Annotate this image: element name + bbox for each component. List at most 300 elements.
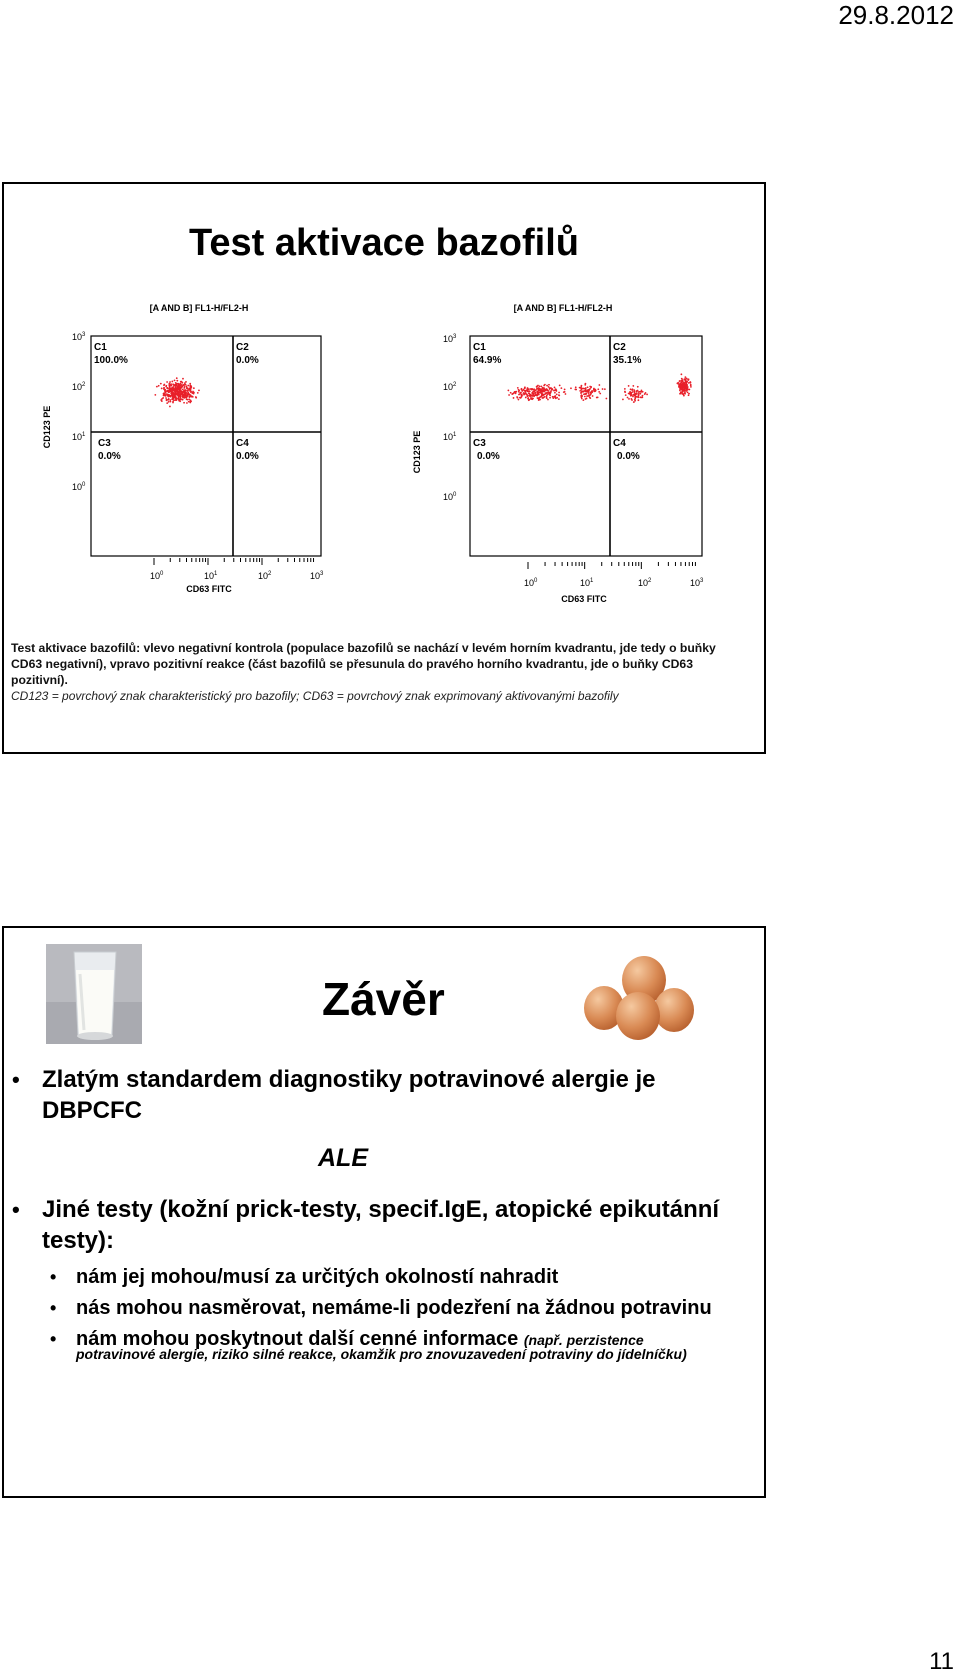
cell-dot [171, 381, 173, 383]
cell-dot [538, 399, 540, 401]
cell-dot [169, 401, 171, 403]
caption-line: Test aktivace bazofilů: vlevo negativní kontrola (populace bazofilů se nachází v levém horním kvadrantu, jde tedy o buňky [11, 641, 716, 655]
cell-dot [685, 378, 687, 380]
cell-dot [628, 385, 630, 387]
cell-dot [549, 397, 551, 399]
x-tick-labels [150, 571, 324, 581]
cell-dot [186, 396, 188, 398]
cell-dot [516, 396, 518, 398]
cell-dot [161, 388, 163, 390]
cell-dot [537, 385, 539, 387]
cell-dot [543, 397, 545, 399]
sub-bullet-text: nám jej mohou/musí za určitých okolností nahradit [76, 1266, 559, 1288]
cell-dot [523, 392, 525, 394]
page-number: 11 [929, 1648, 954, 1675]
sub-bullet-text: nás mohou nasměrovat, nemáme-li podezření na žádnou potravinu [76, 1297, 712, 1319]
cell-dot [181, 382, 183, 384]
cell-dot [512, 393, 514, 395]
figure-caption-abbreviations: CD123 = povrchový znak charakteristický pro bazofily; CD63 = povrchový znak exprimovaný aktivovanými bazofily [11, 689, 619, 703]
cell-dot [556, 397, 558, 399]
cell-dot [187, 391, 189, 393]
cell-dot [527, 395, 529, 397]
cell-dot [165, 386, 167, 388]
cell-dot [519, 393, 521, 395]
x-tick-2: $10^2$ [258, 571, 272, 581]
cell-dot [688, 382, 690, 384]
cell-dot [189, 402, 191, 404]
cell-dot [186, 402, 188, 404]
cell-dot [184, 397, 186, 399]
cell-dot [558, 392, 560, 394]
cell-dot [161, 400, 163, 402]
cell-dot [167, 394, 169, 396]
cell-dot [548, 390, 550, 392]
cell-dot [507, 390, 509, 392]
cell-dot [575, 386, 577, 388]
cell-dot [540, 385, 542, 387]
cell-dot [183, 387, 185, 389]
cell-dot [169, 399, 171, 401]
y-tick-labels [72, 332, 86, 492]
cell-dot [179, 391, 181, 393]
cell-dot [186, 398, 188, 400]
cell-dot [593, 389, 595, 391]
cell-dot [532, 393, 534, 395]
cell-dot [581, 398, 583, 400]
cell-dot [538, 393, 540, 395]
cell-dot [549, 394, 551, 396]
cell-dot [634, 393, 636, 395]
cell-dot [604, 388, 606, 390]
cell-dot [527, 398, 529, 400]
cell-dot [629, 392, 631, 394]
cell-dot [605, 398, 607, 400]
cell-dot [189, 396, 191, 398]
cell-dot [564, 389, 566, 391]
cell-dot [182, 399, 184, 401]
cell-dot [554, 395, 556, 397]
cell-dot [678, 386, 680, 388]
cell-dot [521, 395, 523, 397]
quadrant-c3-label: C3 [98, 438, 111, 449]
x-axis-minor-ticks [154, 558, 314, 565]
cell-dot [684, 392, 686, 394]
cell-dot [683, 386, 685, 388]
cell-dot [642, 391, 644, 393]
cell-dot [193, 387, 195, 389]
cell-dot [632, 385, 634, 387]
cell-dot [687, 386, 689, 388]
cell-dot [533, 395, 535, 397]
cell-dot [542, 387, 544, 389]
y-axis-label: CD123 PE [412, 430, 422, 474]
bullet-text: Jiné testy (kožní prick-testy, specif.IgE, atopické epikutánní [42, 1196, 720, 1223]
cell-dot [173, 390, 175, 392]
document-date: 29.8.2012 [838, 0, 954, 30]
cell-dot [174, 380, 176, 382]
cell-dot [176, 377, 178, 379]
plot-frame [470, 336, 702, 556]
plot-heading: [A AND B] FL1-H/FL2-H [149, 304, 249, 313]
cell-dot [539, 389, 541, 391]
cell-dot [642, 395, 644, 397]
y-tick-2: $10^2$ [443, 382, 457, 392]
cell-dot [628, 398, 630, 400]
cell-dot [589, 392, 591, 394]
quadrant-c2-label: C2 [236, 342, 249, 353]
cell-dot [543, 385, 545, 387]
bullet-dot-icon: • [50, 1329, 57, 1349]
plot-frame [91, 336, 321, 556]
cell-dot [177, 395, 179, 397]
cell-dot [639, 393, 641, 395]
cell-dot [168, 398, 170, 400]
cell-dot [646, 394, 648, 396]
cell-dot [169, 381, 171, 383]
y-tick-0: $10^0$ [443, 492, 457, 502]
cell-dot [554, 392, 556, 394]
cell-dot [542, 390, 544, 392]
bullet-text: Zlatým standardem diagnostiky potravinové alergie je [42, 1066, 656, 1093]
cell-dot [632, 391, 634, 393]
cell-dot [171, 385, 173, 387]
cell-dot [641, 390, 643, 392]
cell-dot [532, 388, 534, 390]
cell-dot [528, 391, 530, 393]
cell-dot [191, 396, 193, 398]
cell-dot [559, 384, 561, 386]
cell-dot [645, 392, 647, 394]
cell-dot [680, 373, 682, 375]
y-axis-label: CD123 PE [42, 405, 52, 449]
cell-dot [531, 394, 533, 396]
cell-dot [171, 388, 173, 390]
cell-dot [638, 393, 640, 395]
x-axis-label: CD63 FITC [186, 584, 232, 594]
cell-dot [682, 383, 684, 385]
y-tick-1: $10^1$ [443, 432, 457, 442]
cell-dot [175, 396, 177, 398]
cell-dot [539, 385, 541, 387]
cell-dot [175, 391, 177, 393]
cell-dot [633, 389, 635, 391]
cell-dot [179, 395, 181, 397]
cell-dot [160, 383, 162, 385]
cell-dot [535, 389, 537, 391]
cell-dot [586, 395, 588, 397]
cell-dots [507, 373, 691, 403]
cell-dot [167, 391, 169, 393]
cell-dot [683, 395, 685, 397]
y-tick-2: $10^2$ [72, 382, 86, 392]
cell-dot [540, 393, 542, 395]
emphasis-ale: ALE [318, 1144, 368, 1172]
cell-dot [508, 394, 510, 396]
cell-dot [527, 387, 529, 389]
eggs-icon [582, 956, 696, 1042]
cell-dot [579, 390, 581, 392]
cell-dot [158, 385, 160, 387]
cell-dot [163, 395, 165, 397]
cell-dot [189, 383, 191, 385]
cell-dot [582, 399, 584, 401]
cell-dot [560, 387, 562, 389]
cell-dot [185, 392, 187, 394]
cell-dot [688, 394, 690, 396]
cell-dot [580, 387, 582, 389]
cell-dot [554, 387, 556, 389]
cell-dot [551, 388, 553, 390]
cell-dot [182, 389, 184, 391]
cell-dot [172, 396, 174, 398]
cell-dot [588, 395, 590, 397]
cell-dot [520, 397, 522, 399]
cell-dot [637, 399, 639, 401]
cell-dot [639, 396, 641, 398]
quadrant-c3-value: 0.0% [98, 451, 121, 462]
cell-dot [198, 389, 200, 391]
cell-dot [190, 385, 192, 387]
cell-dot [685, 390, 687, 392]
bullet-dot-icon: • [50, 1267, 57, 1287]
cell-dot [688, 378, 690, 380]
x-tick-1: $10^1$ [580, 578, 594, 588]
cell-dot [181, 384, 183, 386]
cell-dot [686, 388, 688, 390]
cell-dot [525, 397, 527, 399]
cell-dot [686, 382, 688, 384]
cell-dot [172, 401, 174, 403]
cell-dot [517, 387, 519, 389]
cell-dot [528, 399, 530, 401]
cell-dot [177, 398, 179, 400]
x-axis-minor-ticks [528, 562, 695, 569]
cell-dot [634, 399, 636, 401]
cell-dot [538, 397, 540, 399]
cell-dot [197, 392, 199, 394]
cell-dot [190, 399, 192, 401]
cell-dot [530, 398, 532, 400]
cell-dot [521, 390, 523, 392]
cell-dot [638, 391, 640, 393]
cell-dot [188, 401, 190, 403]
cell-dot [186, 388, 188, 390]
cell-dot [182, 396, 184, 398]
cell-dot [574, 389, 576, 391]
cell-dot [176, 380, 178, 382]
cell-dot [187, 393, 189, 395]
cell-dot [583, 393, 585, 395]
x-tick-0: $10^0$ [150, 571, 164, 581]
cell-dot [185, 381, 187, 383]
slide-title: Test aktivace bazofilů [189, 222, 579, 264]
cell-dot [166, 381, 168, 383]
cell-dot [518, 399, 520, 401]
cell-dot [687, 391, 689, 393]
cell-dot [587, 386, 589, 388]
cell-dot [168, 401, 170, 403]
cell-dot [547, 399, 549, 401]
cell-dot [580, 392, 582, 394]
cell-dot [688, 389, 690, 391]
cell-dot [532, 391, 534, 393]
quadrant-c2-value: 35.1% [613, 355, 642, 366]
sub-bullet-note-continuation: potravinové alergie, riziko silné reakce, okamžik pro znovuzavedení potraviny do jídelníčku) [76, 1346, 687, 1362]
cell-dot [690, 384, 692, 386]
x-tick-3: $10^3$ [310, 571, 324, 581]
cell-dot [172, 393, 174, 395]
cell-dot [558, 394, 560, 396]
cell-dot [584, 396, 586, 398]
cell-dot [633, 401, 635, 403]
cell-dot [586, 398, 588, 400]
cell-dot [187, 385, 189, 387]
cell-dot [549, 387, 551, 389]
cell-dot [598, 384, 600, 386]
cell-dot [627, 397, 629, 399]
cell-dot [590, 387, 592, 389]
cell-dot [631, 389, 633, 391]
cell-dot [537, 389, 539, 391]
cell-dot [563, 391, 565, 393]
cell-dot [550, 392, 552, 394]
x-axis-label: CD63 FITC [561, 594, 607, 604]
cell-dot [163, 388, 165, 390]
cell-dot [690, 382, 692, 384]
cell-dot [599, 393, 601, 395]
cell-dot [528, 393, 530, 395]
quadrant-c1-value: 64.9% [473, 355, 502, 366]
cell-dot [544, 389, 546, 391]
cell-dot [602, 388, 604, 390]
cell-dot [173, 384, 175, 386]
cell-dot [171, 398, 173, 400]
bullet-dot-icon: • [12, 1067, 20, 1092]
cell-dot [548, 386, 550, 388]
cell-dot [183, 402, 185, 404]
bullet-dot-icon: • [12, 1197, 20, 1222]
cell-dot [161, 398, 163, 400]
bullet-dot-icon: • [50, 1298, 57, 1318]
cell-dot [546, 397, 548, 399]
cell-dots [154, 377, 199, 407]
cell-dot [547, 393, 549, 395]
cell-dot [637, 390, 639, 392]
cell-dot [190, 389, 192, 391]
cell-dot [679, 380, 681, 382]
bullet-text: DBPCFC [42, 1097, 142, 1124]
cell-dot [581, 395, 583, 397]
quadrant-c2-value: 0.0% [236, 355, 259, 366]
y-tick-labels [443, 334, 457, 502]
x-tick-0: $10^0$ [524, 578, 538, 588]
cell-dot [525, 392, 527, 394]
cell-dot [591, 390, 593, 392]
cell-dot [597, 388, 599, 390]
cell-dot [582, 391, 584, 393]
cell-dot [570, 387, 572, 389]
slide-title: Závěr [322, 973, 445, 1025]
cell-dot [583, 388, 585, 390]
cell-dot [165, 391, 167, 393]
cell-dot [154, 394, 156, 396]
cell-dot [548, 384, 550, 386]
y-tick-0: $10^0$ [72, 482, 86, 492]
cell-dot [178, 386, 180, 388]
cell-dot [524, 390, 526, 392]
cell-dot [625, 394, 627, 396]
flow-cytometry-plot-negative [24, 304, 344, 594]
cell-dot [581, 385, 583, 387]
quadrant-c4-label: C4 [613, 438, 626, 449]
quadrant-c4-value: 0.0% [236, 451, 259, 462]
cell-dot [537, 391, 539, 393]
cell-dot [183, 384, 185, 386]
cell-dot [622, 399, 624, 401]
y-tick-1: $10^1$ [72, 432, 86, 442]
cell-dot [587, 391, 589, 393]
cell-dot [195, 397, 197, 399]
cell-dot [624, 388, 626, 390]
cell-dot [163, 387, 165, 389]
quadrant-c3-value: 0.0% [477, 451, 500, 462]
cell-dot [585, 390, 587, 392]
y-tick-3: $10^3$ [443, 334, 457, 344]
quadrant-c2-label: C2 [613, 342, 626, 353]
cell-dot [167, 387, 169, 389]
cell-dot [683, 384, 685, 386]
cell-dot [684, 376, 686, 378]
cell-dot [175, 383, 177, 385]
cell-dot [168, 384, 170, 386]
cell-dot [174, 393, 176, 395]
x-tick-labels [524, 578, 704, 588]
slide-basophil-test [2, 182, 766, 754]
sub-bullet-text: nám mohou poskytnout další cenné informace [76, 1328, 519, 1350]
cell-dot [598, 391, 600, 393]
cell-dot [188, 388, 190, 390]
figure-caption [11, 640, 761, 688]
cell-dot [169, 386, 171, 388]
y-tick-3: $10^3$ [72, 332, 86, 342]
cell-dot [510, 392, 512, 394]
cell-dot [524, 387, 526, 389]
cell-dot [536, 395, 538, 397]
cell-dot [630, 398, 632, 400]
milk-glass-icon [46, 944, 142, 1044]
cell-dot [637, 386, 639, 388]
cell-dot [681, 391, 683, 393]
x-tick-1: $10^1$ [204, 571, 218, 581]
quadrant-c1-value: 100.0% [94, 355, 128, 366]
cell-dot [555, 389, 557, 391]
cell-dot [176, 393, 178, 395]
quadrant-c3-label: C3 [473, 438, 486, 449]
cell-dot [595, 390, 597, 392]
cell-dot [163, 384, 165, 386]
cell-dot [169, 406, 171, 408]
cell-dot [634, 396, 636, 398]
caption-line: pozitivní). [11, 673, 68, 687]
cell-dot [183, 392, 185, 394]
x-tick-3: $10^3$ [690, 578, 704, 588]
cell-dot [176, 399, 178, 401]
cell-dot [690, 386, 692, 388]
cell-dot [682, 389, 684, 391]
cell-dot [513, 397, 515, 399]
cell-dot [585, 383, 587, 385]
cell-dot [536, 386, 538, 388]
